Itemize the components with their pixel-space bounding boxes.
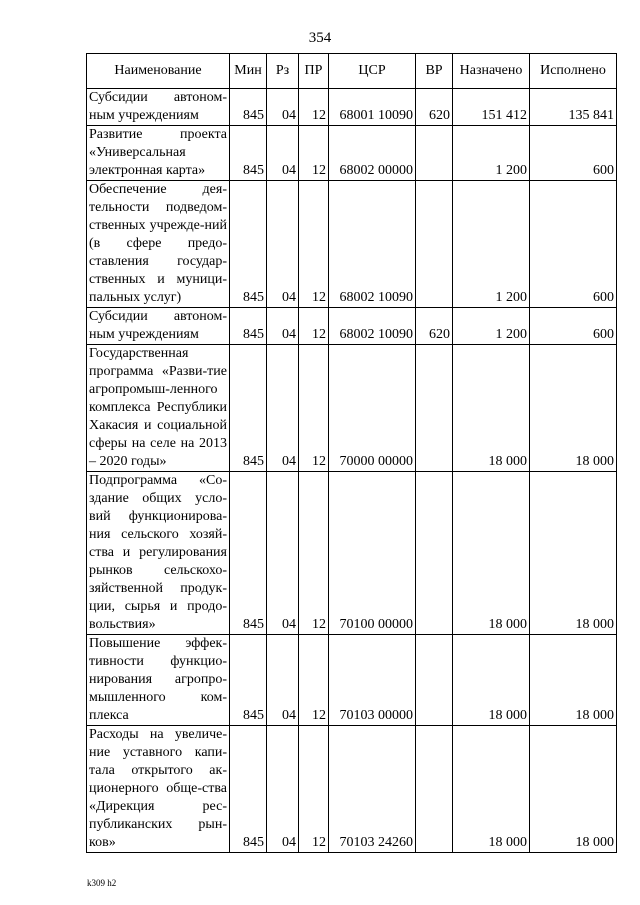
cell-min: 845 [230,308,267,345]
cell-rz: 04 [267,89,299,126]
cell-csr: 70000 00000 [329,345,416,472]
cell-pr: 12 [299,126,329,181]
table-row [87,89,617,126]
table-row [87,345,617,472]
cell-assigned: 18 000 [453,345,530,472]
cell-pr: 12 [299,308,329,345]
cell-csr: 70103 24260 [329,726,416,853]
cell-csr: 70103 00000 [329,635,416,726]
cell-assigned: 1 200 [453,308,530,345]
footer-mark: k309 h2 [87,878,117,888]
cell-min: 845 [230,726,267,853]
table-row [87,635,617,726]
cell-name: Обеспечение дея-тельности подведом-ственных учрежде-ний (в сфере предо-ставления государ-ственных и муници-пальных услуг) [87,181,230,308]
cell-csr: 68002 10090 [329,181,416,308]
cell-vr [416,126,453,181]
header-min: Мин [230,54,267,89]
cell-executed: 135 841 [530,89,617,126]
cell-assigned: 1 200 [453,126,530,181]
cell-rz: 04 [267,308,299,345]
header-vr: ВР [416,54,453,89]
cell-executed: 18 000 [530,345,617,472]
cell-rz: 04 [267,472,299,635]
cell-rz: 04 [267,345,299,472]
cell-pr: 12 [299,181,329,308]
cell-pr: 12 [299,726,329,853]
cell-assigned: 18 000 [453,635,530,726]
header-rz: Рз [267,54,299,89]
cell-min: 845 [230,126,267,181]
cell-pr: 12 [299,472,329,635]
cell-executed: 18 000 [530,635,617,726]
cell-pr: 12 [299,89,329,126]
header-csr: ЦСР [329,54,416,89]
table-row [87,726,617,853]
cell-name: Государственная программа «Разви-тие агропромыш-ленного комплекса Республики Хакасия и социальной сферы на селе на 2013 – 2020 годы» [87,345,230,472]
cell-assigned: 18 000 [453,472,530,635]
cell-name: Подпрограмма «Со-здание общих усло-вий функционирова-ния сельского хозяй-ства и регулирования рынков сельскохо-зяйственной продук-ции, сырья и продо-вольствия» [87,472,230,635]
cell-name: Расходы на увеличе-ние уставного капи-тала открытого ак-ционерного обще-ства «Дирекция рес-публиканских рын-ков» [87,726,230,853]
cell-name: Субсидии автоном-ным учреждениям [87,308,230,345]
cell-executed: 600 [530,308,617,345]
cell-executed: 18 000 [530,472,617,635]
cell-vr [416,726,453,853]
cell-rz: 04 [267,635,299,726]
cell-vr [416,472,453,635]
cell-csr: 68001 10090 [329,89,416,126]
cell-rz: 04 [267,126,299,181]
table-row [87,181,617,308]
cell-pr: 12 [299,345,329,472]
header-pr: ПР [299,54,329,89]
budget-table [86,53,617,853]
header-assigned: Назначено [453,54,530,89]
cell-min: 845 [230,89,267,126]
cell-pr: 12 [299,635,329,726]
cell-csr: 70100 00000 [329,472,416,635]
cell-min: 845 [230,181,267,308]
cell-min: 845 [230,635,267,726]
cell-vr [416,635,453,726]
cell-vr [416,345,453,472]
cell-rz: 04 [267,181,299,308]
header-executed: Исполнено [530,54,617,89]
table-row [87,308,617,345]
cell-min: 845 [230,472,267,635]
cell-csr: 68002 10090 [329,308,416,345]
page-number: 354 [308,30,332,46]
cell-assigned: 1 200 [453,181,530,308]
cell-name: Развитие проекта «Универсальная электронная карта» [87,126,230,181]
cell-min: 845 [230,345,267,472]
table-row [87,472,617,635]
cell-vr [416,181,453,308]
cell-vr: 620 [416,89,453,126]
cell-name: Субсидии автоном-ным учреждениям [87,89,230,126]
table-row [87,126,617,181]
cell-assigned: 18 000 [453,726,530,853]
cell-assigned: 151 412 [453,89,530,126]
cell-executed: 18 000 [530,726,617,853]
cell-executed: 600 [530,181,617,308]
header-name: Наименование [87,54,230,89]
cell-csr: 68002 00000 [329,126,416,181]
table-header-row [87,54,617,89]
cell-vr: 620 [416,308,453,345]
cell-executed: 600 [530,126,617,181]
cell-name: Повышение эффек-тивности функцио-нирования агропро-мышленного ком-плекса [87,635,230,726]
cell-rz: 04 [267,726,299,853]
